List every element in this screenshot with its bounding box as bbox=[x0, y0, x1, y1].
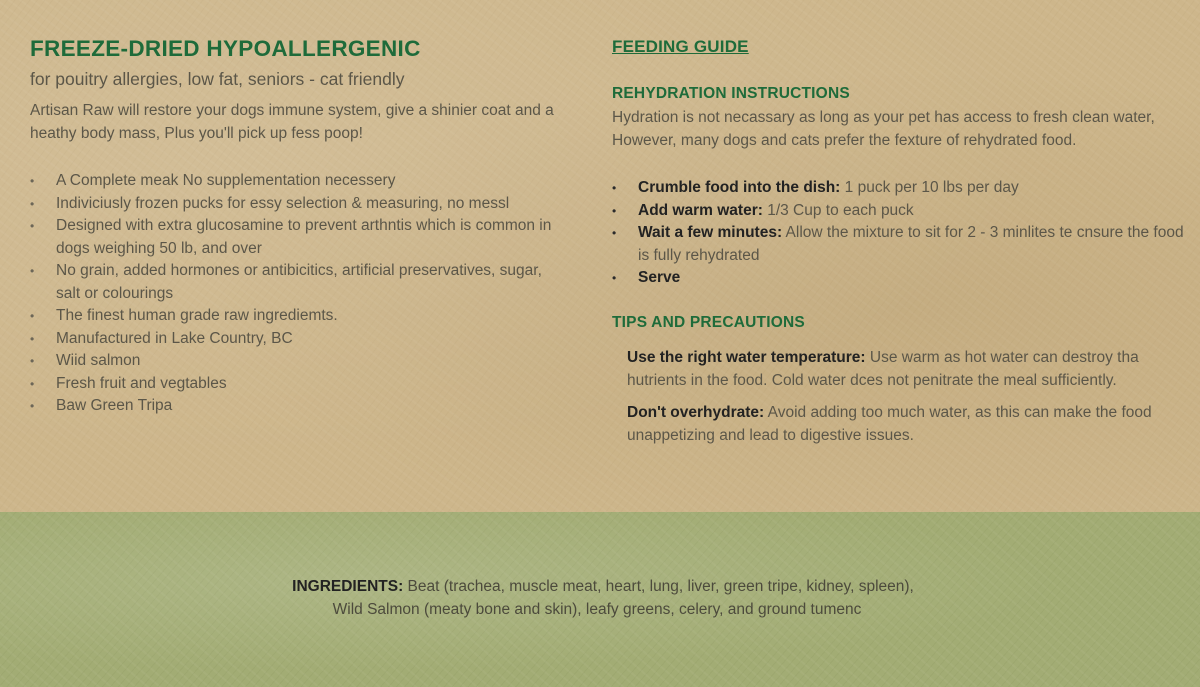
feature-item: • A Complete meak No supplementation necessery bbox=[30, 170, 570, 193]
feature-item: • The finest human grade raw ingrediemts. bbox=[30, 305, 570, 328]
tip-text: Avoid adding too much water, as this can make the food unappetizing and lead to digestive issues. bbox=[627, 403, 1152, 444]
ingredients-label: INGREDIENTS: bbox=[292, 578, 404, 595]
feature-item: • Indiviciusly frozen pucks for essy selection & measuring, no messl bbox=[30, 193, 570, 216]
feature-item: • Fresh fruit and vegtables bbox=[30, 373, 570, 396]
step-item bbox=[612, 222, 1187, 267]
feature-list bbox=[30, 170, 570, 418]
feature-item: • Manufactured in Lake Country, BC bbox=[30, 328, 570, 351]
tips-section bbox=[612, 313, 1187, 447]
tips-title: TIPS AND PRECAUTIONS bbox=[612, 313, 805, 331]
step-label: Wait a few minutes: bbox=[638, 224, 783, 241]
product-title: FREEZE-DRIED HYPOALLERGENIC bbox=[30, 36, 421, 61]
feeding-guide-title: FEEDING GUIDE bbox=[612, 37, 749, 56]
step-label: Serve bbox=[638, 269, 681, 286]
rehydration-text: Hydration is not necassary as long as your pet has access to fresh clean water, However, many dogs and cats prefer the fexture of rehydrated food. bbox=[612, 109, 1155, 149]
tip-label: Don't overhydrate: bbox=[627, 403, 765, 421]
step-text: 1 puck per 10 lbs per day bbox=[840, 179, 1019, 196]
feature-item: • Wiid salmon bbox=[30, 350, 570, 373]
tip-item bbox=[627, 401, 1187, 447]
tip-label: Use the right water temperature: bbox=[627, 348, 866, 366]
ingredients-text bbox=[0, 575, 1200, 621]
rehydration-section bbox=[612, 84, 1187, 290]
rehydration-title: REHYDRATION INSTRUCTIONS bbox=[612, 85, 850, 102]
product-intro: Artisan Raw will restore your dogs immune system, give a shinier coat and a heathy body mass, Plus you'll pick up fess poop! bbox=[30, 102, 554, 142]
ingredients-line-1 bbox=[0, 575, 1200, 598]
product-subtitle: for pouitry allergies, low fat, seniors - cat friendly bbox=[30, 69, 405, 89]
step-item bbox=[612, 177, 1187, 200]
feature-item: • Baw Green Tripa bbox=[30, 395, 570, 418]
step-label: Crumble food into the dish: bbox=[638, 179, 841, 196]
feature-item: • Designed with extra glucosamine to prevent arthntis which is common in dogs weighing 50 lb, and over bbox=[30, 215, 570, 260]
step-label: Add warm water: bbox=[638, 201, 763, 219]
feeding-guide-column bbox=[612, 36, 1187, 447]
ingredients-line-2: Wild Salmon (meaty bone and skin), leafy greens, celery, and ground tumenc bbox=[332, 601, 862, 618]
step-item bbox=[612, 200, 1187, 223]
rehydration-steps bbox=[612, 177, 1187, 290]
feature-item: • No grain, added hormones or antibicitics, artificial preservatives, sugar, salt or colourings bbox=[30, 260, 570, 305]
tip-item bbox=[627, 346, 1187, 392]
step-item bbox=[612, 267, 1187, 290]
tip-text: Use warm as hot water can destroy tha hutrients in the food. Cold water dces not penitrate the meal sufficiently. bbox=[627, 348, 1139, 389]
step-text: 1/3 Cup to each puck bbox=[762, 201, 914, 219]
product-description-column bbox=[30, 35, 570, 418]
step-text: Allow the mixture to sit for 2 - 3 minlites te cnsure the food is fully rehydrated bbox=[638, 224, 1184, 264]
ingredients-line-1-text: Beat (trachea, muscle meat, heart, lung, liver, green tripe, kidney, spleen), bbox=[403, 578, 914, 595]
